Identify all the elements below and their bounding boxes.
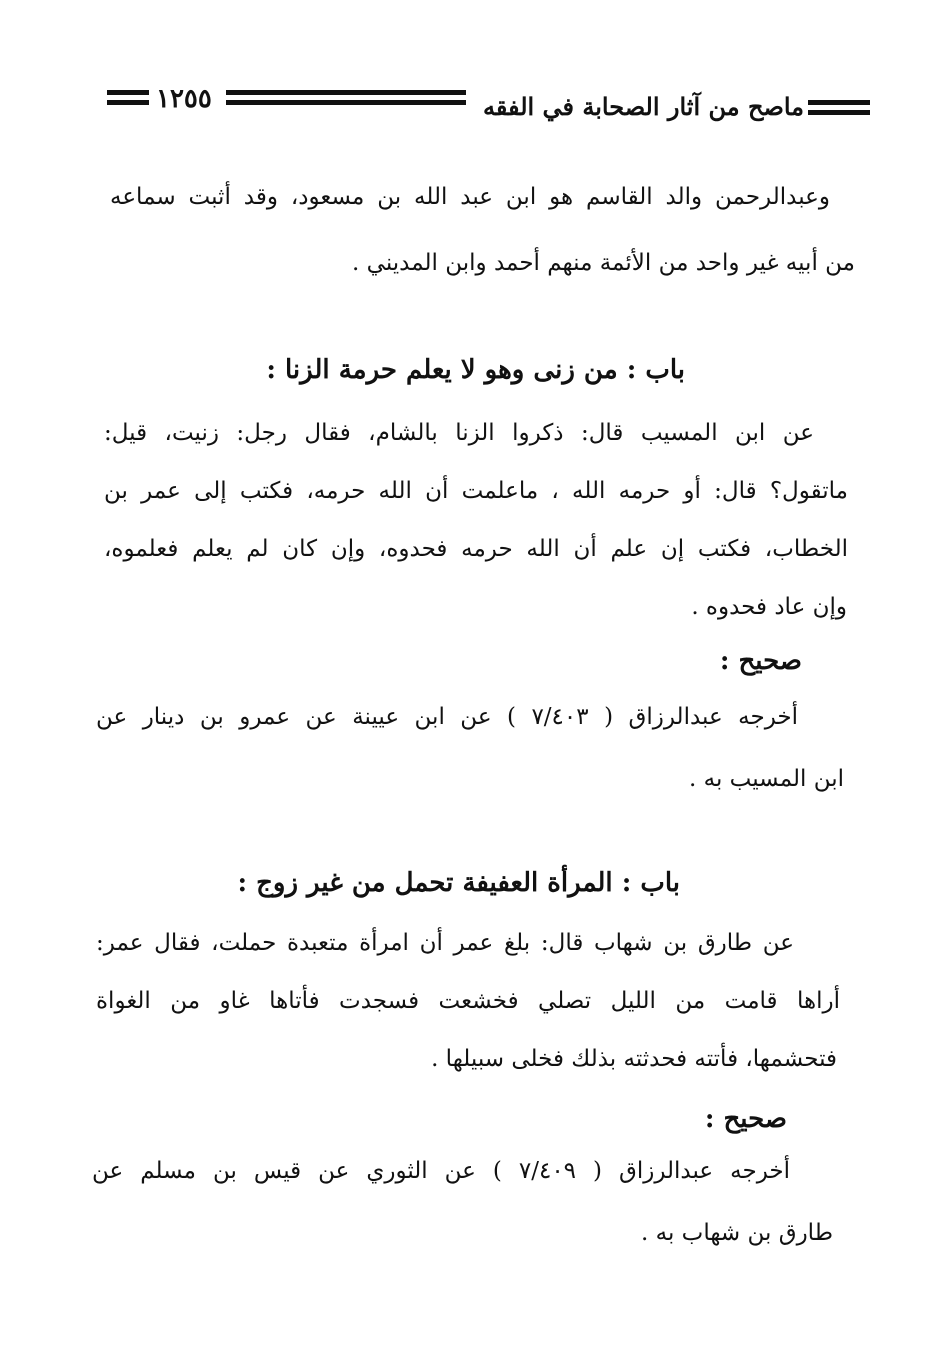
section1-source-line-1: أخرجه عبدالرزاق ( ٧/٤٠٣ ) عن ابن عيينة عن عمرو بن دينار عن (96, 704, 799, 730)
section2-grade-label: صحيح : (704, 1104, 787, 1134)
section1-text-line-3: الخطاب، فكتب إن علم أن الله حرمه فحدوه، وإن كان لم يعلم فعلموه، (104, 536, 848, 562)
section2-text-line-1: عن طارق بن شهاب قال: بلغ عمر أن امرأة متعبدة حملت، فقال عمر: (96, 930, 794, 956)
page-header (0, 78, 947, 134)
intro-line-2: من أبيه غير واحد من الأئمة منهم أحمد وابن المديني . (352, 250, 855, 276)
section2-source-line-1: أخرجه عبدالرزاق ( ٧/٤٠٩ ) عن الثوري عن قيس بن مسلم عن (92, 1158, 790, 1184)
header-rule-middle (226, 90, 466, 110)
section1-heading: باب : من زنى وهو لا يعلم حرمة الزنا : (266, 355, 685, 385)
section2-source-line-2: طارق بن شهاب به . (641, 1220, 833, 1246)
page-number: ١٢٥٥ (156, 84, 212, 114)
section1-source-line-2: ابن المسيب به . (688, 766, 844, 792)
section2-text-line-3: فتحشمها، فأتته فحدثته بذلك فخلى سبيلها . (431, 1046, 837, 1072)
section2-text-line-2: أراها قامت من الليل تصلي فخشعت فسجدت فأتاها غاو من الغواة (96, 988, 840, 1014)
section1-text-line-4: وإن عاد فحدوه . (691, 594, 847, 620)
header-rule-right (808, 100, 870, 120)
book-title: ماصح من آثار الصحابة في الفقه (483, 92, 804, 121)
section2-heading: باب : المرأة العفيفة تحمل من غير زوج : (237, 868, 680, 898)
intro-line-1: وعبدالرحمن والد القاسم هو ابن عبد الله بن مسعود، وقد أثبت سماعه (110, 184, 830, 210)
section1-text-line-2: ماتقول؟ قال: أو حرمه الله ، ماعلمت أن الله حرمه، فكتب إلى عمر بن (104, 478, 848, 504)
header-rule-left (107, 90, 149, 110)
section1-grade-label: صحيح : (719, 646, 802, 676)
section1-text-line-1: عن ابن المسيب قال: ذكروا الزنا بالشام، فقال رجل: زنيت، قيل: (104, 420, 814, 446)
